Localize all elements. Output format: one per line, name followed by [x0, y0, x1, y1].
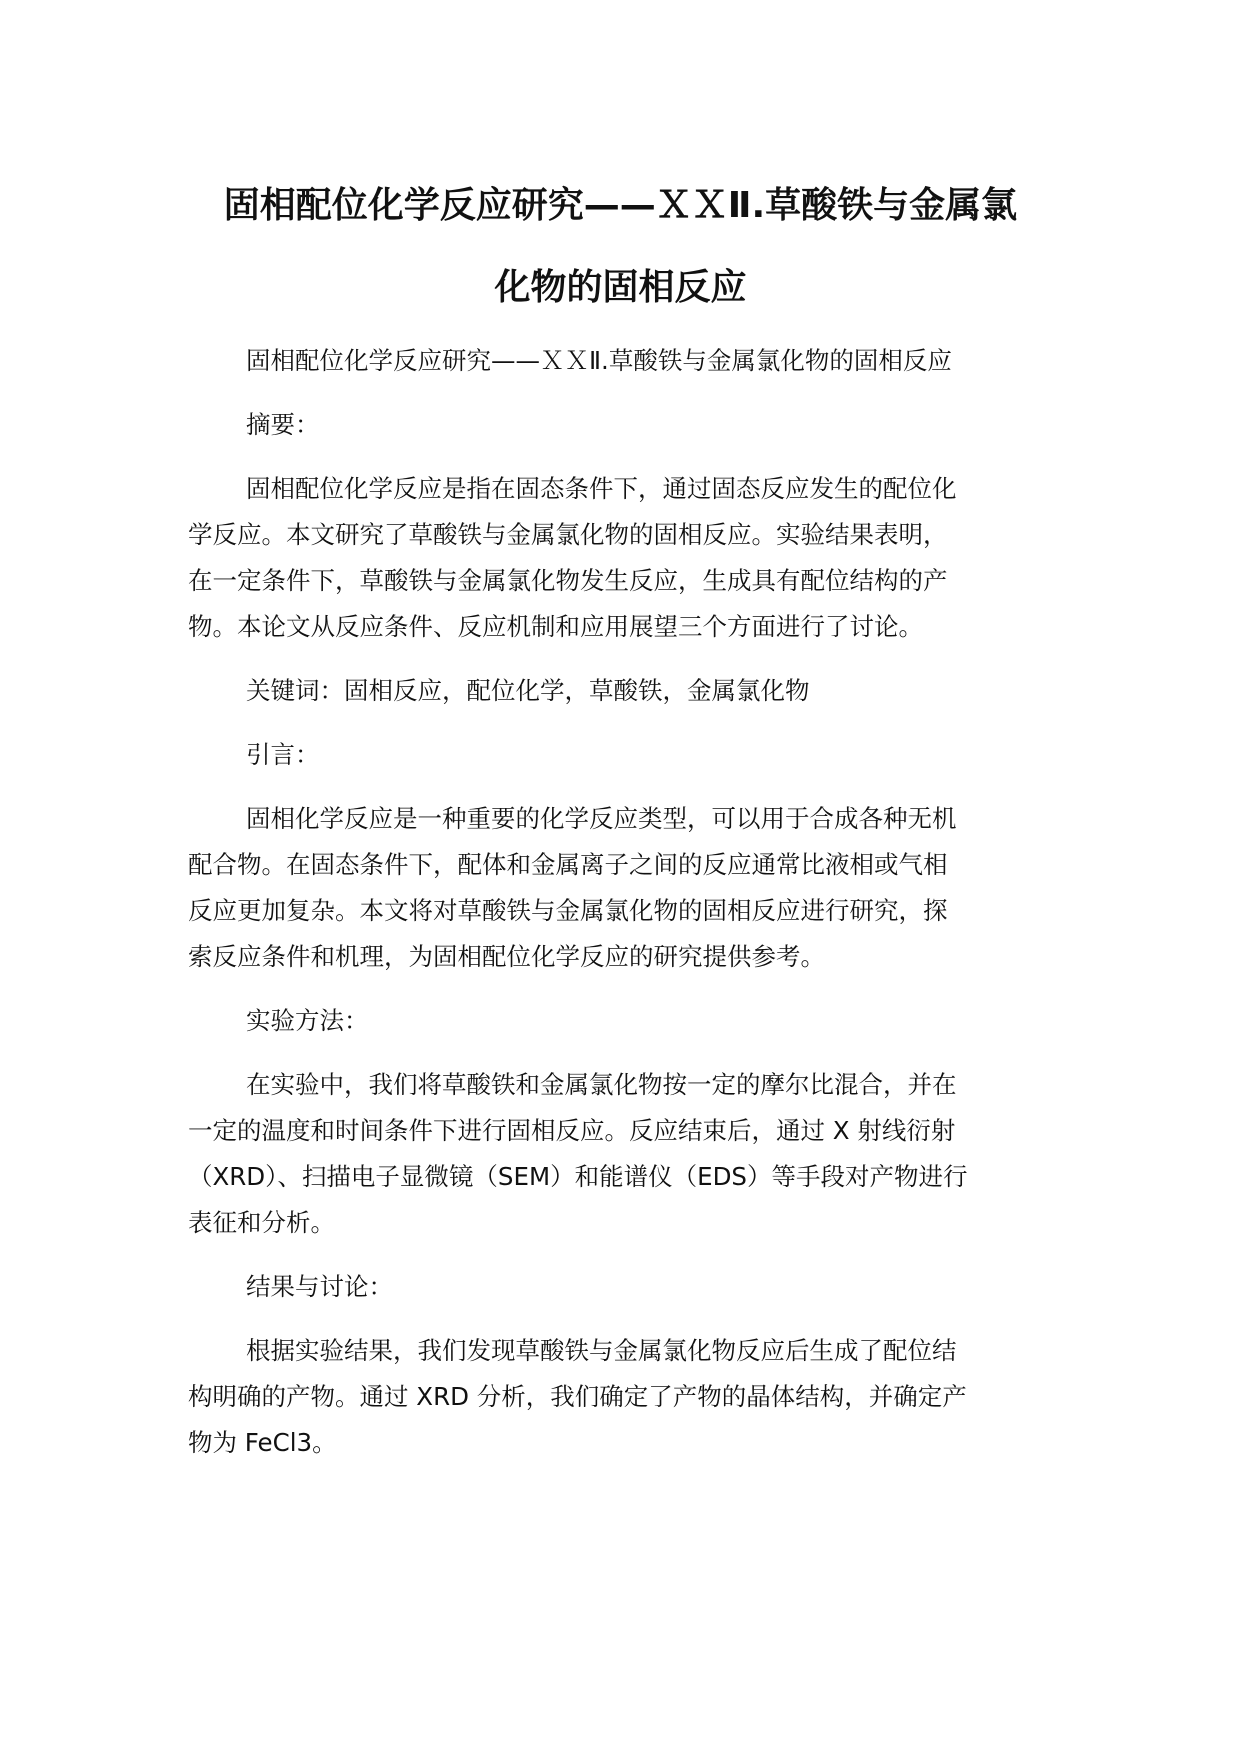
text-line: 物。本论文从反应条件、反应机制和应用展望三个方面进行了讨论。 [188, 612, 923, 641]
text-line: 构明确的产物。通过 XRD 分析，我们确定了产物的晶体结构，并确定产 [188, 1382, 967, 1411]
paragraph-intro [188, 796, 1068, 980]
text-line: 摘要： [246, 410, 320, 439]
title-line-2: 化物的固相反应 [494, 267, 747, 308]
text-line: 表征和分析。 [188, 1208, 335, 1237]
text-line: 一定的温度和时间条件下进行固相反应。反应结束后，通过 X 射线衍射 [188, 1116, 956, 1145]
paragraph-methods-label [188, 998, 1068, 1044]
text-line: 配合物。在固态条件下，配体和金属离子之间的反应通常比液相或气相 [188, 850, 948, 879]
text-line: 固相配位化学反应是指在固态条件下，通过固态反应发生的配位化 [246, 474, 957, 503]
paragraph-abstract-label [188, 402, 1068, 448]
paragraph-heading-repeat [188, 338, 1068, 384]
document-body [188, 338, 1068, 1484]
paragraph-abstract [188, 466, 1068, 650]
paragraph-intro-label [188, 732, 1068, 778]
text-line: 索反应条件和机理，为固相配位化学反应的研究提供参考。 [188, 942, 825, 971]
text-line: 引言： [246, 740, 320, 769]
text-line: 实验方法： [246, 1006, 369, 1035]
text-line: 固相化学反应是一种重要的化学反应类型，可以用于合成各种无机 [246, 804, 957, 833]
text-line: 物为 FeCl3。 [188, 1428, 337, 1457]
paragraph-results [188, 1328, 1068, 1466]
text-line: （XRD）、扫描电子显微镜（SEM）和能谱仪（EDS）等手段对产物进行 [188, 1162, 968, 1191]
title-line-1: 固相配位化学反应研究——ＸＸⅡ.草酸铁与金属氯 [223, 185, 1018, 226]
paragraph-keywords [188, 668, 1068, 714]
text-line: 固相配位化学反应研究——ＸＸⅡ.草酸铁与金属氯化物的固相反应 [246, 346, 952, 375]
text-line: 关键词：固相反应，配位化学，草酸铁，金属氯化物 [246, 676, 810, 705]
paragraph-methods [188, 1062, 1068, 1246]
text-line: 在实验中，我们将草酸铁和金属氯化物按一定的摩尔比混合，并在 [246, 1070, 957, 1099]
text-line: 学反应。本文研究了草酸铁与金属氯化物的固相反应。实验结果表明， [188, 520, 948, 549]
text-line: 结果与讨论： [246, 1272, 393, 1301]
text-line: 根据实验结果，我们发现草酸铁与金属氯化物反应后生成了配位结 [246, 1336, 957, 1365]
text-line: 反应更加复杂。本文将对草酸铁与金属氯化物的固相反应进行研究，探 [188, 896, 948, 925]
paragraph-results-label [188, 1264, 1068, 1310]
text-line: 在一定条件下，草酸铁与金属氯化物发生反应，生成具有配位结构的产 [188, 566, 948, 595]
